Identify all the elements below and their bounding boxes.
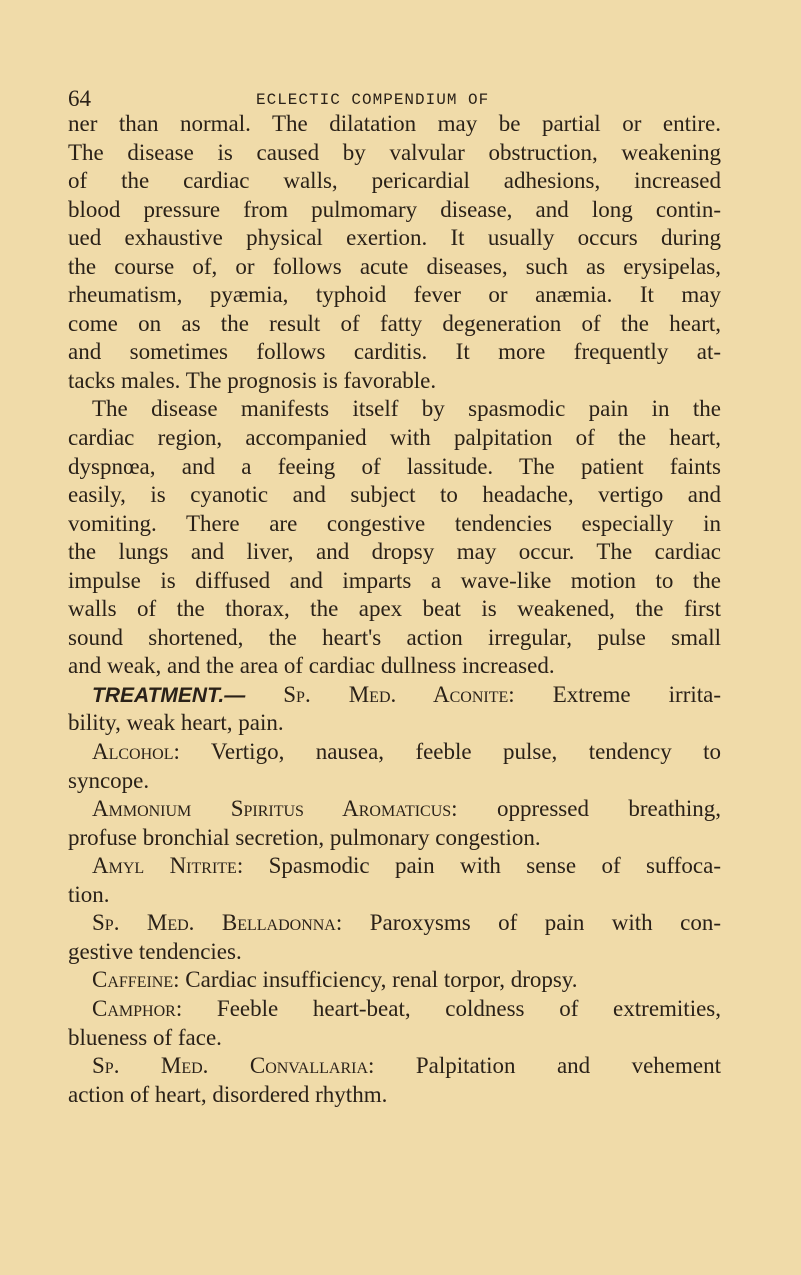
- text-line: [68, 995, 721, 1024]
- text-line: [68, 424, 721, 453]
- text-line: [68, 224, 721, 253]
- line-text: rheumatism, pyæmia, typhoid fever or anæmia. It may: [68, 282, 721, 308]
- line-text: impulse is diffused and imparts a wave-like motion to the: [68, 567, 721, 593]
- line-text: blueness of face.: [68, 1024, 222, 1050]
- text-line: [68, 139, 721, 168]
- line-text: come on as the result of fatty degeneration of the heart,: [68, 310, 721, 336]
- remedy-name: Caffeine: [92, 967, 174, 993]
- page-number: 64: [68, 86, 91, 111]
- text-line: [68, 310, 721, 339]
- line-text: and sometimes follows carditis. It more frequently at-: [68, 339, 721, 365]
- text-line: [68, 253, 721, 282]
- remedy-name: Ammonium Spiritus Aromaticus: [92, 796, 452, 822]
- text-line: [68, 652, 721, 681]
- text-line: [68, 1052, 721, 1081]
- treatment-heading: TREATMENT.—: [92, 683, 246, 707]
- line-text: gestive tendencies.: [68, 938, 242, 964]
- line-text: cardiac region, accompanied with palpitation of the heart,: [68, 425, 721, 451]
- line-text: blood pressure from pulmomary disease, and long contin-: [68, 196, 721, 222]
- text-line: [68, 538, 721, 567]
- text-line: [68, 709, 721, 738]
- line-text: ued exhaustive physical exertion. It usually occurs during: [68, 225, 721, 251]
- text-line: [68, 852, 721, 881]
- text-line: [68, 167, 721, 196]
- text-line: [68, 795, 721, 824]
- text-line: [68, 1081, 721, 1110]
- text-line: [68, 110, 721, 139]
- line-text: : Feeble heart-beat, coldness of extremities,: [175, 995, 721, 1021]
- text-line: [68, 624, 721, 653]
- remedy-name: Camphor: [92, 995, 176, 1021]
- line-text: : Paroxysms of pain with con-: [335, 910, 721, 936]
- line-text: the lungs and liver, and dropsy may occur. The cardiac: [68, 539, 721, 565]
- remedy-name: Sp. Med. Convallaria: [92, 1053, 369, 1079]
- line-text: : Extreme irrita-: [508, 681, 721, 707]
- line-text: : Cardiac insufficiency, renal torpor, dropsy.: [173, 967, 578, 993]
- line-text: tacks males. The prognosis is favorable.: [68, 367, 437, 393]
- text-line: [68, 681, 721, 710]
- line-text: walls of the thorax, the apex beat is weakened, the first: [68, 596, 721, 622]
- line-text: easily, is cyanotic and subject to headache, vertigo and: [68, 482, 721, 508]
- line-text: sound shortened, the heart's action irregular, pulse small: [68, 624, 721, 650]
- line-text: The disease is caused by valvular obstruction, weakening: [68, 139, 721, 165]
- line-text: bility, weak heart, pain.: [68, 710, 284, 736]
- line-text: vomiting. There are congestive tendencies especially in: [68, 510, 721, 536]
- line-text: the course of, or follows acute diseases, such as erysipelas,: [68, 253, 721, 279]
- text-line: [68, 481, 721, 510]
- line-text: ner than normal. The dilatation may be partial or entire.: [68, 111, 721, 136]
- text-line: [68, 196, 721, 225]
- line-text: and weak, and the area of cardiac dullness increased.: [68, 653, 555, 679]
- text-line: [68, 738, 721, 767]
- remedy-name: Alcohol: [92, 739, 174, 765]
- text-line: [68, 966, 721, 995]
- line-text: : oppressed breathing,: [451, 796, 721, 822]
- text-line: [68, 510, 721, 539]
- text-line: [68, 367, 721, 396]
- line-text: : Palpitation and vehement: [368, 1053, 721, 1079]
- line-text: profuse bronchial secretion, pulmonary congestion.: [68, 824, 541, 850]
- text-line: [68, 824, 721, 853]
- remedy-name: Amyl Nitrite: [92, 853, 237, 879]
- line-text: The disease manifests itself by spasmodic pain in the: [92, 396, 721, 422]
- line-text: action of heart, disordered rhythm.: [68, 1081, 388, 1107]
- remedy-name: Sp. Med. Belladonna: [92, 910, 336, 936]
- line-text: dyspnœa, and a feeing of lassitude. The patient faints: [68, 453, 721, 479]
- line-text: : Spasmodic pain with sense of suffoca-: [236, 853, 721, 879]
- text-line: [68, 595, 721, 624]
- line-text: tion.: [68, 881, 110, 907]
- text-line: [68, 281, 721, 310]
- line-text: syncope.: [68, 767, 150, 793]
- text-line: [68, 881, 721, 910]
- text-line: [68, 909, 721, 938]
- text-line: [68, 567, 721, 596]
- body-text: [68, 110, 721, 1109]
- text-line: [68, 453, 721, 482]
- text-line: [68, 1024, 721, 1053]
- text-line: [68, 938, 721, 967]
- text-line: [68, 395, 721, 424]
- remedy-name: Sp. Med. Aconite: [283, 681, 509, 707]
- line-text: : Vertigo, nausea, feeble pulse, tendency to: [173, 739, 721, 765]
- text-line: [68, 338, 721, 367]
- text-line: [68, 767, 721, 796]
- running-head: ECLECTIC COMPENDIUM OF: [256, 91, 490, 109]
- line-text: of the cardiac walls, pericardial adhesions, increased: [68, 168, 721, 194]
